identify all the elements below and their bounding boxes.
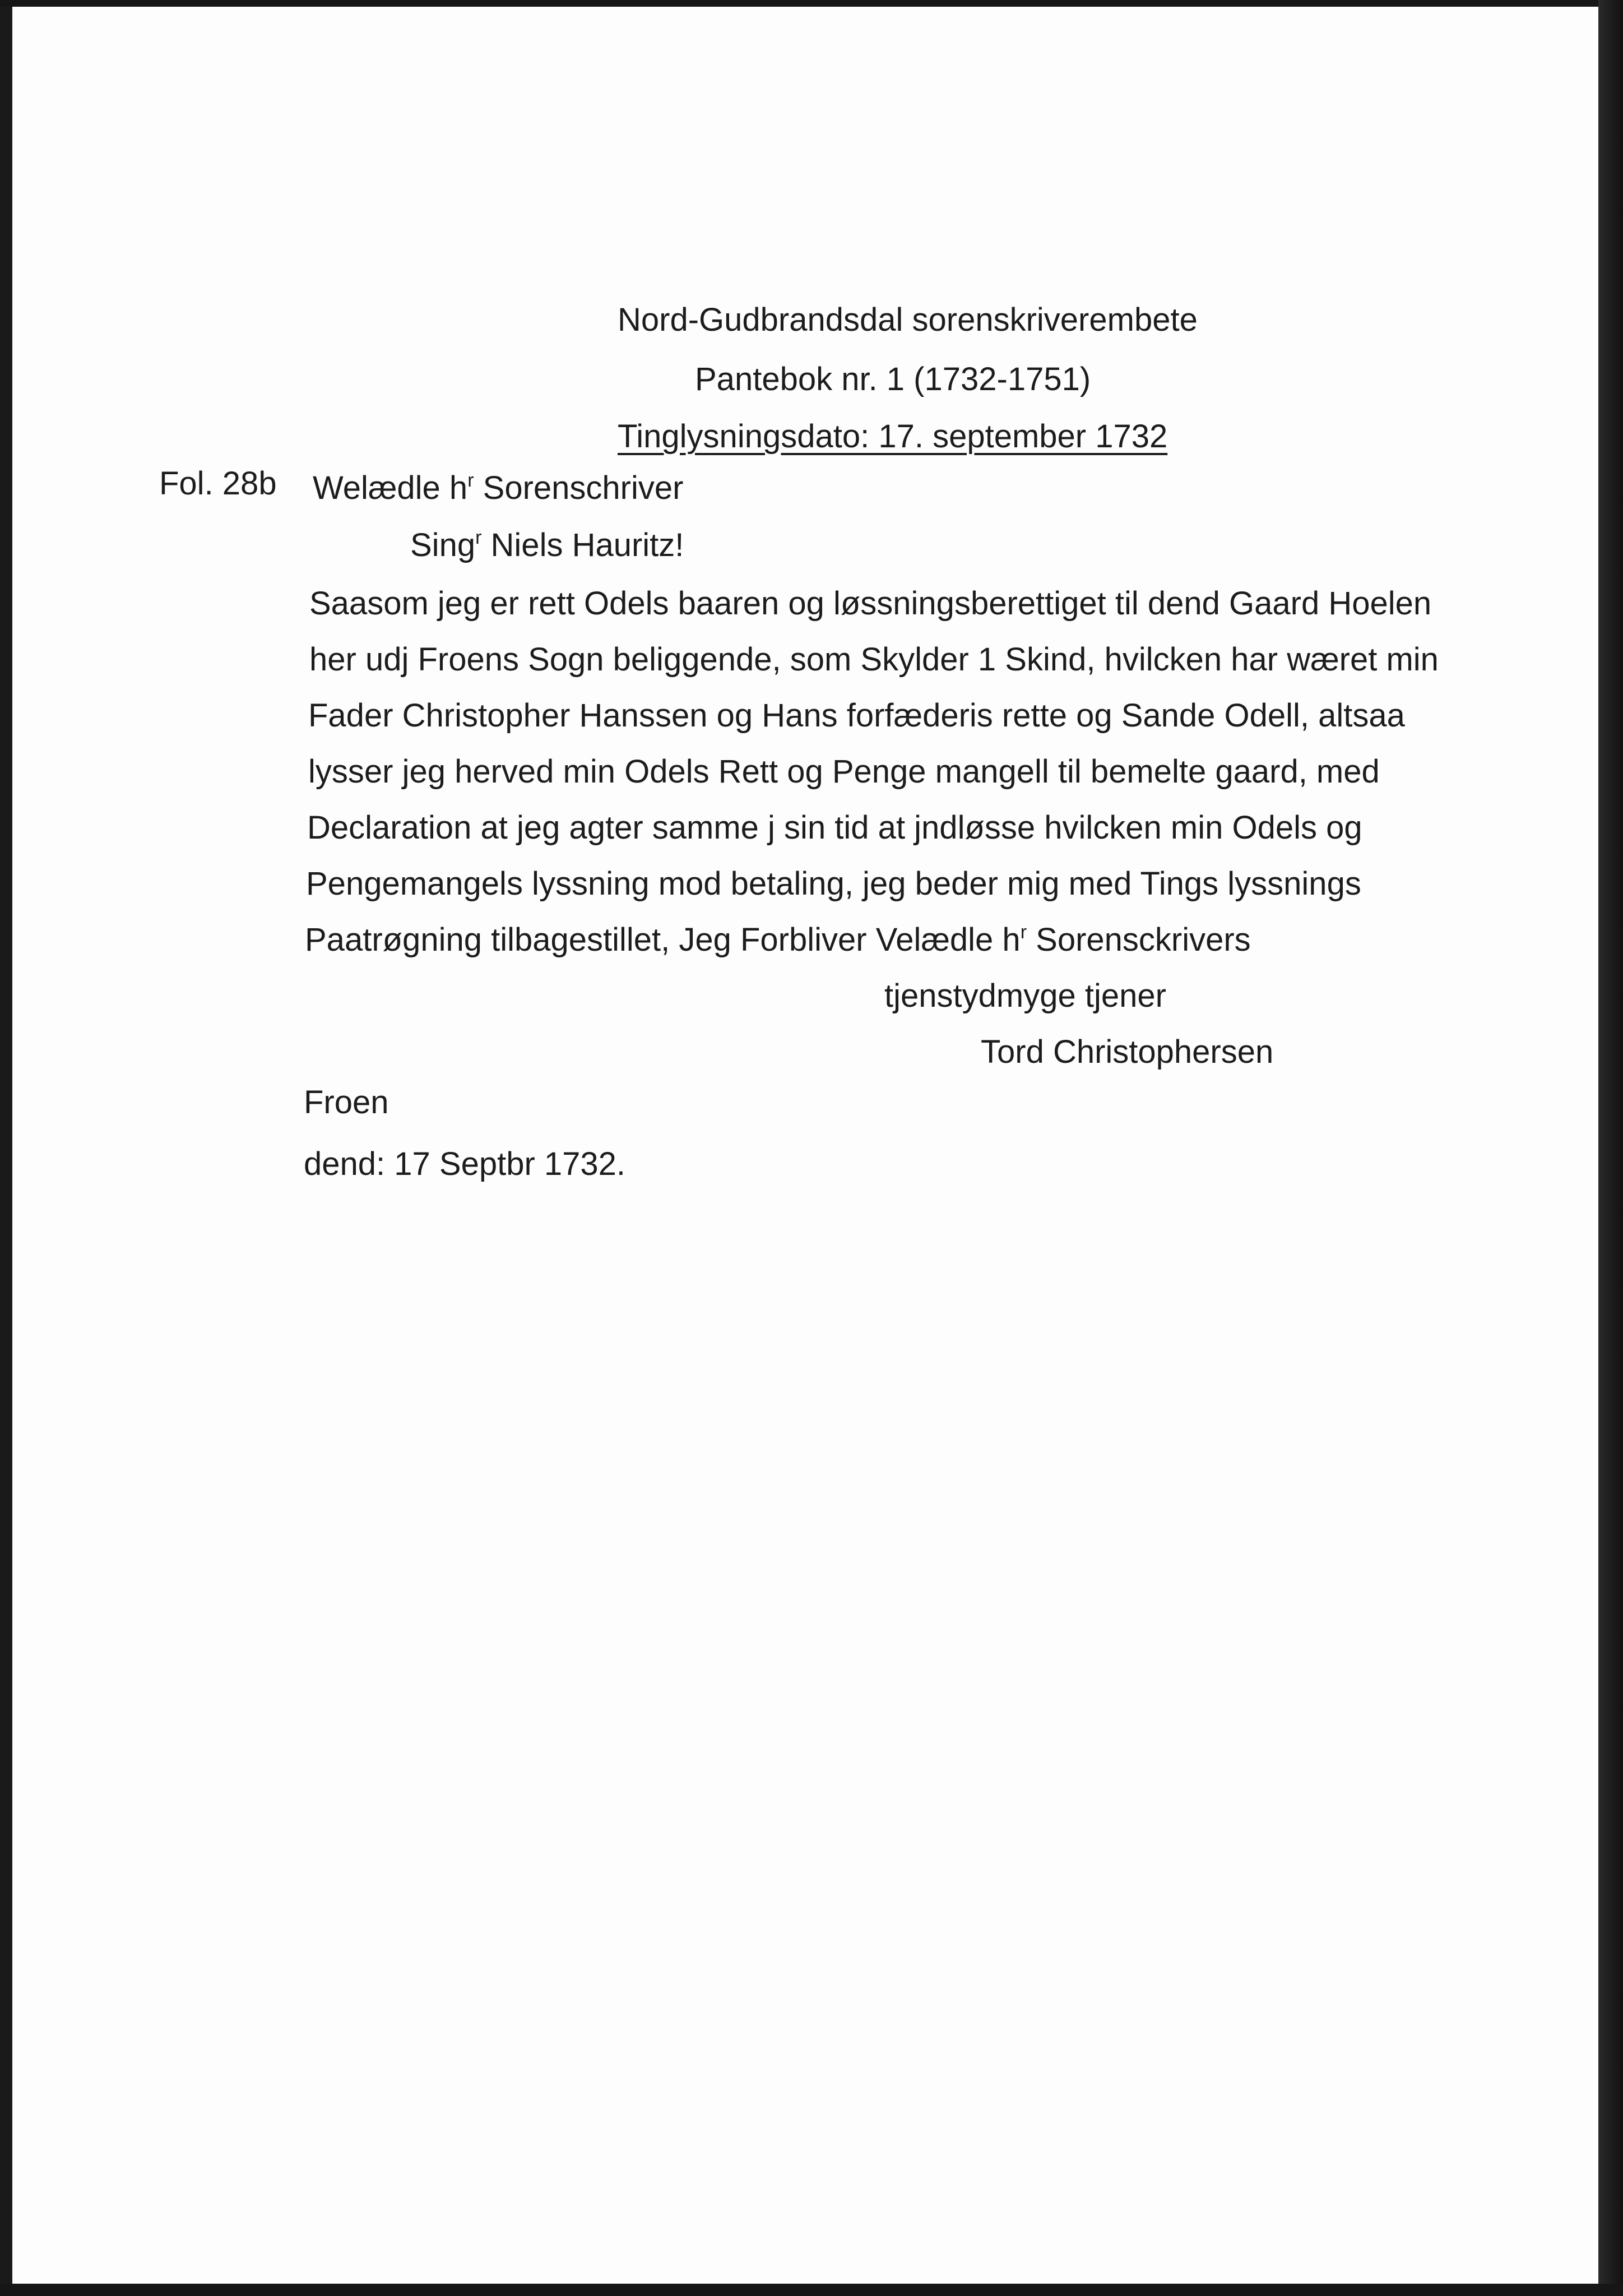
body-line-5: Declaration at jeg agter samme j sin tid at jndløsse hvilcken min Odels og [307,809,1362,846]
body-line-7-post: Sorensckrivers [1027,922,1251,958]
scan-right-edge [1598,0,1623,2296]
header-office: Nord-Gudbrandsdal sorenskriverembete [618,302,1198,338]
salutation-line-1-pre: Welædle h [313,470,468,506]
header-book: Pantebok nr. 1 (1732-1751) [695,361,1091,397]
body-line-7-pre: Paatrøgning tilbagestillet, Jeg Forbliver Velædle h [305,922,1021,958]
salutation-line-2-post: Niels Hauritz! [481,527,684,563]
salutation-line-1 [313,472,683,504]
salutation-line-2-sup: r [475,527,482,548]
header-registration-date: Tinglysningsdato: 17. september 1732 [618,418,1168,455]
closing-phrase: tjenstydmyge tjener [884,978,1166,1014]
body-line-3: Fader Christopher Hanssen og Hans forfæderis rette og Sande Odell, altsaa [308,697,1405,734]
body-line-4: lysser jeg herved min Odels Rett og Penge mangell til bemelte gaard, med [308,753,1380,790]
document-date: dend: 17 Septbr 1732. [304,1146,626,1182]
signature: Tord Christophersen [981,1034,1274,1070]
scan-bottom-edge [0,2284,1623,2296]
body-line-1: Saasom jeg er rett Odels baaren og løssningsberettiget til dend Gaard Hoelen [309,585,1432,622]
salutation-line-1-post: Sorenschriver [474,470,684,506]
folio-number: Fol. 28b [159,465,277,502]
place-name: Froen [304,1084,389,1121]
body-line-7-sup: r [1020,922,1027,943]
body-line-7 [305,924,1251,956]
body-line-6: Pengemangels lyssning mod betaling, jeg beder mig med Tings lyssnings [306,865,1361,902]
document-page [12,7,1598,2284]
scan-top-edge [0,0,1623,7]
salutation-line-1-sup: r [467,470,474,491]
body-line-2: her udj Froens Sogn beliggende, som Skylder 1 Skind, hvilcken har wæret min [309,641,1439,678]
salutation-line-2 [410,529,684,562]
salutation-line-2-pre: Sing [410,527,476,563]
